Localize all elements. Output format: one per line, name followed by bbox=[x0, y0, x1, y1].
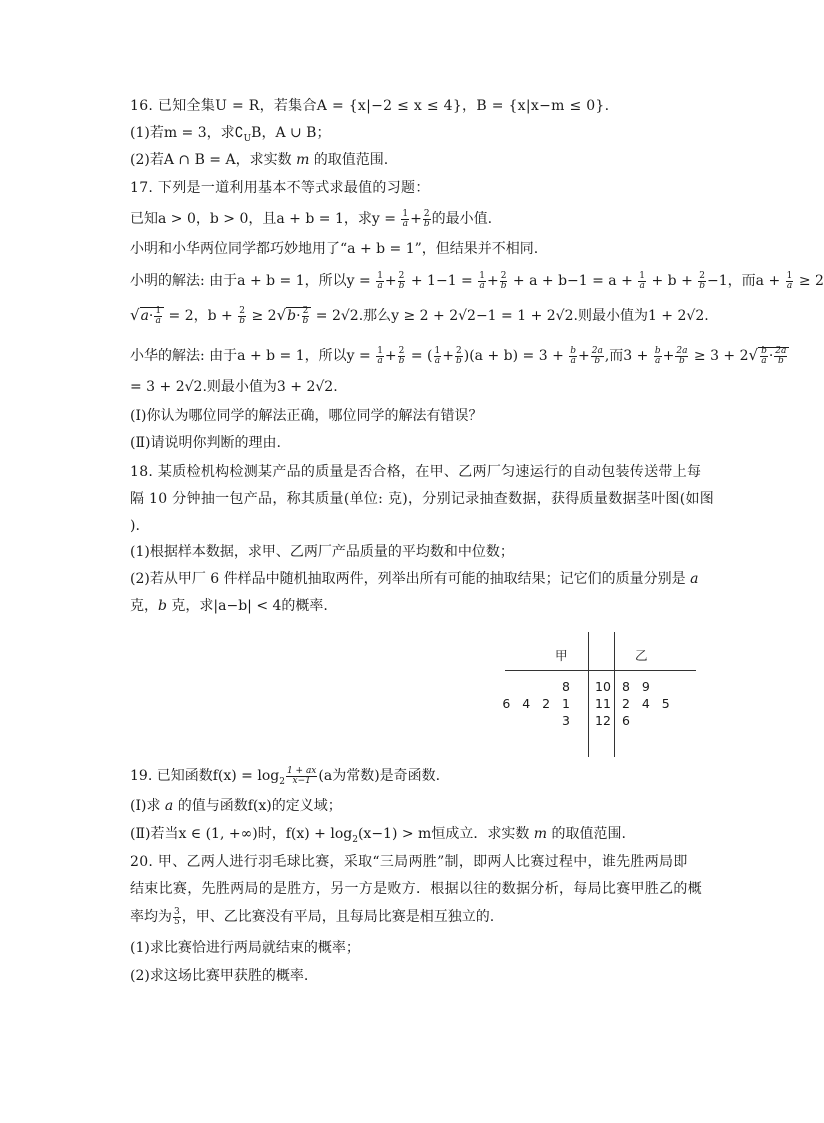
stem-row-left: 3 bbox=[562, 713, 570, 728]
q19-part1: (Ⅰ)求 a 的值与函数f(x)的定义域； bbox=[130, 798, 342, 814]
q20-part1: (1)求比赛恰进行两局就结束的概率； bbox=[130, 940, 360, 956]
q17-note: 小明和小华两位同学都巧妙地用了“a + b = 1”，但结果并不相同. bbox=[130, 241, 539, 257]
q17-sub2: (Ⅱ)请说明你判断的理由. bbox=[130, 435, 281, 451]
q19-stem: 19. 已知函数$f(x) = \log_2$ $\frac{1 + ax}{x-1}$ (a为常数)是奇函数. bbox=[130, 765, 441, 787]
stem-right-rule bbox=[614, 632, 615, 757]
stem-row-left: 8 bbox=[562, 679, 570, 694]
q17-ming-line2: √a· $\frac{1}{a}$ = 2，b + $\frac{2}{b}$ ≥ 2√b· $\frac{2}{b}$ = 2√2.那么y ≥ 2 + 2√2−1 = 1 + 2√2.则最小值为1 + 2√2. bbox=[130, 305, 709, 326]
q17-hua-line1: 小华的解法: 由于a + b = 1，所以y = $\frac{1}{a}$ + $\frac{2}{b}$ = ( $\frac{1}{a}$ + $\frac{2}{b}$ )(a + b) = 3 + $\frac{b}{a}$ + $\frac{2a}{b}$ ,而3 + $\frac{b}{a}$ + $\frac{2a}{b}$ ≥ 3 + 2√ $\frac{b}{a}$ · $\frac{2a}{b}$ bbox=[130, 345, 789, 366]
q16-part2: (2)若A ∩ B = A，求实数 m 的取值范围. bbox=[130, 152, 389, 168]
header-rule bbox=[505, 670, 696, 671]
stem-row-right: 6 bbox=[622, 713, 630, 728]
q17-stem: 17. 下列是一道利用基本不等式求最值的习题： bbox=[130, 180, 430, 196]
stem-row-stem: 10 bbox=[595, 679, 611, 694]
q19-part2: (Ⅱ)若当x ∈ (1, +∞)时，$f(x) + \log_2(x-1) > m$恒成立．求实数 m 的取值范围. bbox=[130, 826, 626, 845]
q18-part2: (2)若从甲厂 6 件样品中随机抽取两件，列举出所有可能的抽取结果；记它们的质量分别是 a bbox=[130, 571, 699, 587]
stem-left-rule bbox=[588, 632, 589, 757]
q17-hua-line2: = 3 + 2√2.则最小值为3 + 2√2. bbox=[130, 379, 338, 395]
q18-line3: ). bbox=[130, 518, 140, 534]
stem-row-stem: 11 bbox=[595, 696, 611, 711]
stem-left-header: 甲 bbox=[555, 648, 568, 663]
q16-part1: (1)若m = 3，求$∁_UB$，A ∪ B； bbox=[130, 125, 331, 144]
q20-part2: (2)求这场比赛甲获胜的概率. bbox=[130, 968, 309, 984]
stem-row-left: 6 4 2 1 bbox=[502, 696, 570, 711]
q18-part2-cont: 克，b 克，求|a−b| < 4的概率. bbox=[130, 598, 328, 614]
stem-row-right: 2 4 5 bbox=[622, 696, 670, 711]
q20-line3: 率均为 $\frac{3}{5}$ ，甲、乙比赛没有平局，且每局比赛是相互独立的. bbox=[130, 906, 495, 927]
q20-line2: 结束比赛，先胜两局的是胜方，另一方是败方．根据以往的数据分析，每局比赛甲胜乙的概 bbox=[130, 881, 702, 897]
stem-row-stem: 12 bbox=[595, 713, 611, 728]
stem-row-right: 8 9 bbox=[622, 679, 650, 694]
q18-part1: (1)根据样本数据，求甲、乙两厂产品质量的平均数和中位数； bbox=[130, 544, 514, 560]
q17-ming-line1: 小明的解法: 由于a + b = 1，所以y = $\frac{1}{a}$ + $\frac{2}{b}$ + 1−1 = $\frac{1}{a}$ + $\frac{2}{b}$ + a + b−1 = a + $\frac{1}{a}$ + b + $\frac{2}{b}$ −1，而a + $\frac{1}{a}$ ≥ 2 bbox=[130, 270, 824, 291]
q20-line1: 20. 甲、乙两人进行羽毛球比赛，采取“三局两胜”制，即两人比赛过程中，谁先胜两局即 bbox=[130, 854, 688, 870]
q18-line1: 18. 某质检机构检测某产品的质量是否合格，在甲、乙两厂匀速运行的自动包装传送带上每 bbox=[130, 464, 702, 480]
q16-stem: 16. 已知全集U = R，若集合A = {x|−2 ≤ x ≤ 4}，B = {x|x−m ≤ 0}. bbox=[130, 98, 610, 114]
q18-line2: 隔 10 分钟抽一包产品，称其质量(单位: 克)，分别记录抽查数据，获得质量数据茎叶图(如图 bbox=[130, 491, 715, 507]
q17-given: 已知a > 0，b > 0，且a + b = 1，求y = $\frac{1}{a}$ + $\frac{2}{b}$ 的最小值. bbox=[130, 208, 493, 229]
q17-sub1: (Ⅰ)你认为哪位同学的解法正确，哪位同学的解法有错误？ bbox=[130, 408, 483, 424]
stem-leaf-plot bbox=[502, 632, 696, 757]
stem-right-header: 乙 bbox=[635, 648, 648, 663]
